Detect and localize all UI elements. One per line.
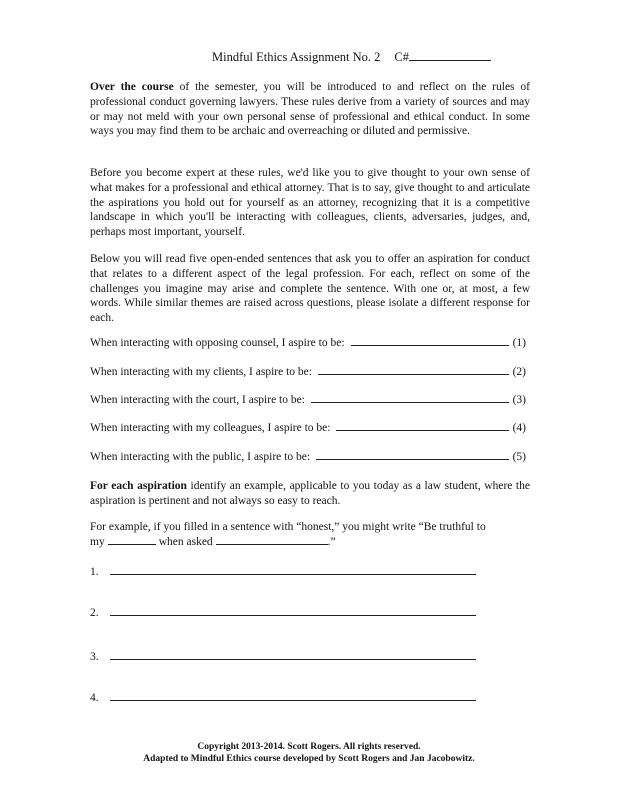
answer-number: 3. bbox=[90, 651, 99, 663]
aspiration-number: (1) bbox=[512, 337, 526, 349]
answer-number: 4. bbox=[90, 692, 99, 704]
aspiration-row-5[interactable] bbox=[90, 451, 526, 463]
example-lead: For each aspiration bbox=[90, 480, 187, 492]
aspiration-row-4[interactable] bbox=[90, 422, 526, 434]
answer-number: 1. bbox=[90, 566, 99, 578]
answer-blank[interactable] bbox=[110, 699, 476, 701]
answer-number: 2. bbox=[90, 607, 99, 619]
page-title: Mindful Ethics Assignment No. 2 bbox=[212, 50, 381, 64]
numbered-answer-1[interactable] bbox=[90, 566, 476, 578]
attribution-line: Adapted to Mindful Ethics course developed by Scott Rogers and Jan Jacobowitz. bbox=[143, 754, 475, 764]
answer-blank[interactable] bbox=[110, 573, 476, 575]
aspiration-number: (4) bbox=[512, 422, 526, 434]
answer-blank[interactable] bbox=[110, 614, 476, 616]
aspiration-prompt: When interacting with opposing counsel, I aspire to be: bbox=[90, 337, 345, 349]
example-close: .” bbox=[327, 535, 336, 548]
numbered-answer-4[interactable] bbox=[90, 692, 476, 704]
aspiration-prompt: When interacting with the public, I aspire to be: bbox=[90, 451, 311, 463]
c-number-blank[interactable] bbox=[409, 59, 491, 61]
aspiration-number: (5) bbox=[512, 451, 526, 463]
example-line-2 bbox=[90, 535, 530, 550]
answer-blank[interactable] bbox=[110, 658, 476, 660]
c-number-field[interactable] bbox=[394, 50, 491, 65]
aspiration-answer-blank[interactable] bbox=[311, 401, 509, 403]
example-line-1: For example, if you filled in a sentence with “honest,” you might write “Be truthful to bbox=[90, 521, 486, 533]
example-instructions-body: identify an example, applicable to you today as a law student, where the aspiration is pertinent and not always so easy to reach. bbox=[90, 480, 530, 507]
numbered-answer-2[interactable] bbox=[90, 607, 476, 619]
aspiration-row-1[interactable] bbox=[90, 337, 526, 349]
copyright-line: Copyright 2013-2014. Scott Rogers. All rights reserved. bbox=[197, 742, 421, 752]
intro-lead: Over the course bbox=[90, 81, 174, 93]
aspiration-prompt: When interacting with the court, I aspire to be: bbox=[90, 394, 305, 406]
aspiration-answer-blank[interactable] bbox=[318, 373, 509, 375]
footer bbox=[0, 741, 618, 765]
page-header bbox=[212, 50, 491, 65]
example-blank-2 bbox=[216, 543, 328, 545]
aspiration-answer-blank[interactable] bbox=[336, 429, 508, 431]
example-when-asked: when asked bbox=[158, 535, 213, 548]
instructions-paragraph: Below you will read five open-ended sentences that ask you to offer an aspiration for conduct that relates to a different aspect of the legal profession. For each, reflect on some of the challenges you imagine may arise and complete the sentence. With one or, at most, a few words. While similar themes are raised across questions, please isolate a different response for each. bbox=[90, 253, 530, 325]
aspiration-answer-blank[interactable] bbox=[316, 458, 509, 460]
aspiration-row-3[interactable] bbox=[90, 394, 526, 406]
aspiration-row-2[interactable] bbox=[90, 366, 526, 378]
intro-paragraph bbox=[90, 80, 530, 139]
intro-body: of the semester, you will be introduced to and reflect on the rules of professional conduct governing lawyers. These rules derive from a variety of sources and may or may not meld with your own personal sense of professional and ethical conduct. In some ways you may find them to be archaic and overreaching or diluted and permissive. bbox=[90, 81, 530, 138]
numbered-answer-3[interactable] bbox=[90, 651, 476, 663]
example-instructions-paragraph bbox=[90, 479, 530, 509]
aspiration-number: (2) bbox=[512, 366, 526, 378]
example-my: my bbox=[90, 535, 105, 548]
aspiration-prompt: When interacting with my clients, I aspire to be: bbox=[90, 366, 312, 378]
example-paragraph bbox=[90, 520, 530, 550]
c-number-label: C# bbox=[394, 50, 409, 64]
aspiration-answer-blank[interactable] bbox=[351, 344, 509, 346]
aspiration-prompt: When interacting with my colleagues, I aspire to be: bbox=[90, 422, 331, 434]
context-paragraph: Before you become expert at these rules, we'd like you to give thought to your own sense of what makes for a professional and ethical attorney. That is to say, give thought to and articulate the aspirations you hold out for yourself as an attorney, recognizing that it is a competitive landscape in which you'll be interacting with colleagues, clients, adversaries, judges, and, perhaps most important, yourself. bbox=[90, 167, 530, 239]
example-blank-1 bbox=[108, 543, 156, 545]
aspiration-number: (3) bbox=[512, 394, 526, 406]
